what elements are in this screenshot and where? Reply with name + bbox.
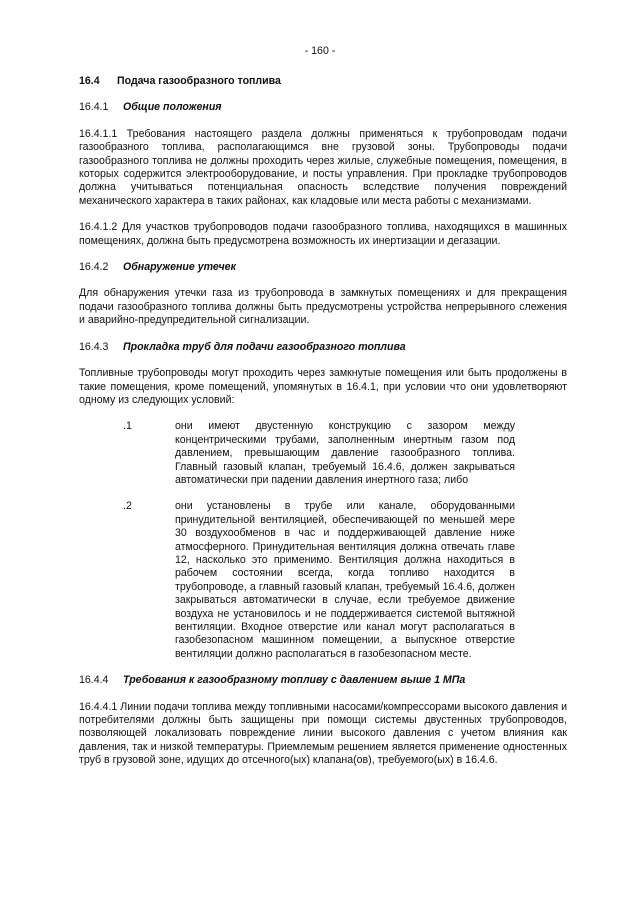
section-heading: [79, 75, 567, 88]
subsection-heading-leak-detection: [79, 261, 567, 274]
subsection-number: 16.4.4: [79, 674, 109, 687]
subsection-title: Обнаружение утечек: [123, 261, 236, 274]
paragraph-leak-detection: Для обнаружения утечки газа из трубопровода в замкнутых помещениях и для прекращения подачи газообразного топлива должны быть предусмотрены устройства непрерывного слежения и аварийно-предупредительной сигнализации.: [79, 287, 567, 327]
subsection-title: Требования к газообразному топливу с давлением выше 1 МПа: [123, 674, 466, 687]
paragraph-pipe-routing: Топливные трубопроводы могут проходить через замкнутые помещения или быть продолжены в такие помещения, кроме помещений, упомянутых в 16.4.1, при условии что они удовлетворяют одному из следующих условий:: [79, 367, 567, 406]
page-content: [79, 75, 567, 768]
list-item: [79, 420, 567, 487]
paragraph-16-4-1-1: 16.4.1.1 Требования настоящего раздела должны применяться к трубопроводам подачи газообразного топлива, располагающимся вне грузовой зоны. Трубопроводы подачи газообразного топлива не должны проходить через жилые, служебные помещения, помещения, в которых содержится электрооборудование, и посты управления. При прокладке трубопроводов должна учитываться потенциальная опасность вследствие получения повреждений механического характера в таких районах, как кладовые или места работы с механизмами.: [79, 127, 567, 207]
subsection-heading-general: [79, 101, 567, 114]
paragraph-16-4-1-2: 16.4.1.2 Для участков трубопроводов подачи газообразного топлива, находящихся в машинных помещениях, должна быть предусмотрена возможность их инертизации и дегазации.: [79, 221, 567, 247]
subsection-number: 16.4.3: [79, 340, 109, 353]
subsection-title: Общие положения: [123, 101, 222, 114]
subsection-heading-pipe-routing: [79, 341, 567, 354]
subsection-heading-high-pressure: [79, 674, 567, 687]
list-item-label: .1: [123, 420, 132, 433]
paragraph-16-4-4-1: 16.4.4.1 Линии подачи топлива между топливными насосами/компрессорами высокого давления и потребителями должны быть защищены при помощи системы двустенных трубопроводов, позволяющей локализовать повреждение линии высокого давления с учетом влияния как давления, так и низкой температуры. Приемлемым решением является применение одностенных труб в грузовой зоне, идущих до отсечного(ых) клапана(ов), требуемого(ых) в 16.4.6.: [79, 700, 567, 767]
section-number: 16.4: [79, 75, 100, 87]
subsection-number: 16.4.2: [79, 261, 109, 274]
subsection-number: 16.4.1: [79, 101, 109, 114]
subsection-title: Прокладка труб для подачи газообразного топлива: [123, 340, 406, 353]
section-title: Подача газообразного топлива: [117, 75, 281, 87]
list-item: [79, 500, 567, 661]
page-number: - 160 -: [304, 45, 336, 57]
list-item-label: .2: [123, 500, 132, 513]
list-item-text: они имеют двустенную конструкцию с зазором между концентрическими трубами, заполненным инертным газом под давлением, превышающим давление газообразного топлива. Главный газовый клапан, требуемый 16.4.6, должен закрываться автоматически при падении давления инертного газа; либо: [175, 420, 515, 486]
list-item-text: они установлены в трубе или канале, оборудованными принудительной вентиляцией, обеспечивающей по меньшей мере 30 воздухообменов в час и поддерживающей давление ниже атмосферного. Принудительная вентиляция должна отвечать главе 12, насколько это применимо. Вентиляция должна находиться в рабочем состоянии всегда, когда топливо находится в трубопроводе, а главный газовый клапан, требуемый 16.4.6, должен закрываться автоматически в случае, если требуемое движение воздуха не установилось и не поддерживается системой вытяжной вентиляции. Входное отверстие или канал могут располагаться в газобезопасном машинном помещении, а выпускное отверстие вентиляции должно располагаться в газобезопасном месте.: [175, 500, 515, 660]
